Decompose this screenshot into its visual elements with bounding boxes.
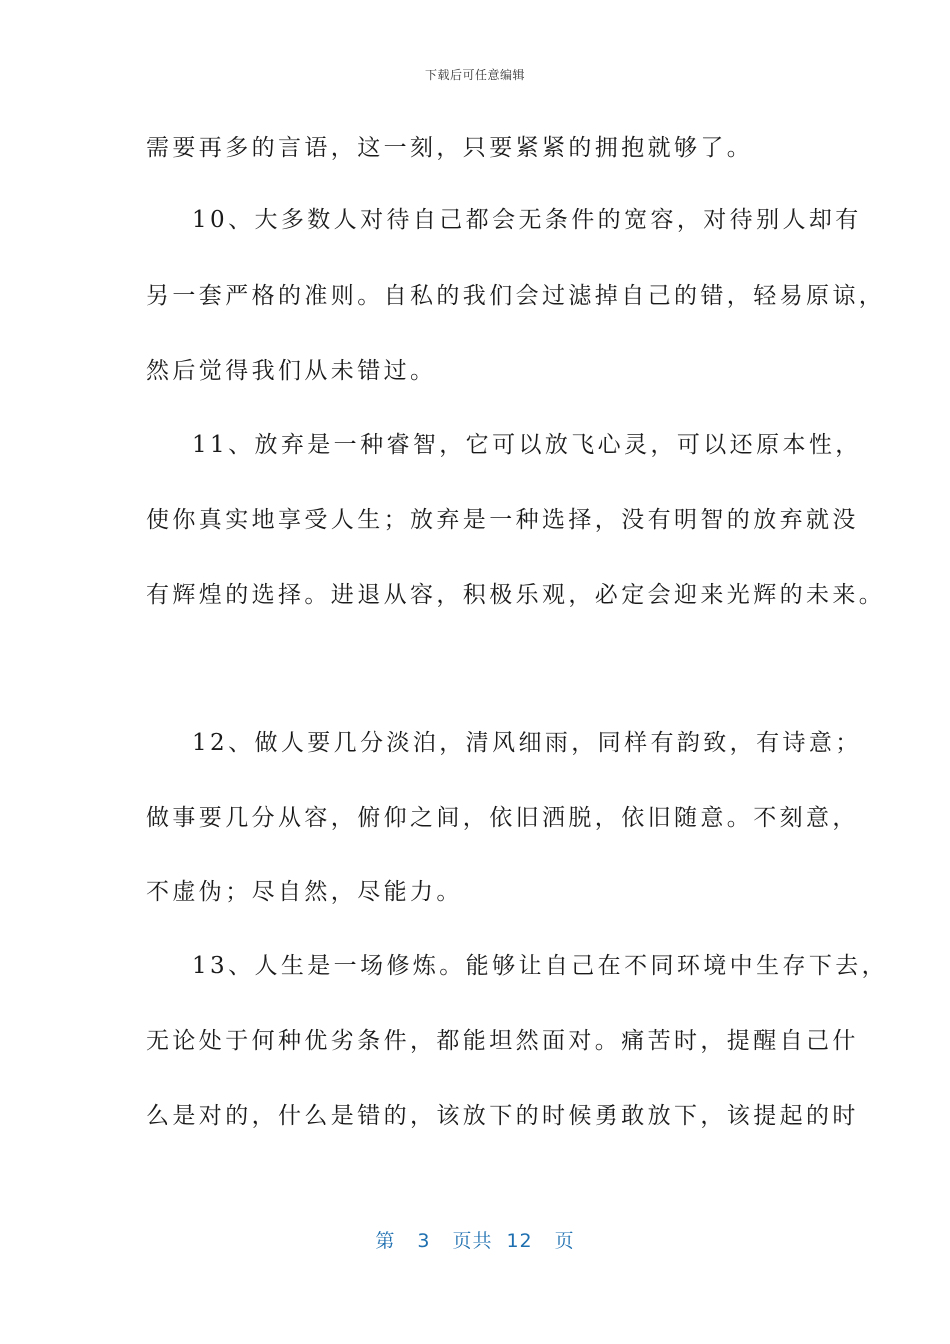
page-footer (0, 1226, 950, 1253)
text-line-8: 12、做人要几分淡泊，清风细雨，同样有韵致，有诗意； (192, 730, 862, 756)
text-line-6: 使你真实地享受人生；放弃是一种选择，没有明智的放弃就没 (146, 507, 859, 533)
footer-suffix: 页 (554, 1230, 575, 1252)
page-header: 下载后可任意编辑 (424, 68, 525, 82)
text-line-4: 然后觉得我们从未错过。 (146, 358, 437, 384)
text-line-12: 无论处于何种优劣条件，都能坦然面对。痛苦时，提醒自己什 (146, 1028, 859, 1054)
text-line-5: 11、放弃是一种睿智，它可以放飞心灵，可以还原本性， (192, 432, 862, 458)
text-line-13: 么是对的，什么是错的，该放下的时候勇敢放下，该提起的时 (146, 1103, 859, 1129)
text-line-7: 有辉煌的选择。进退从容，积极乐观，必定会迎来光辉的未来。 (146, 582, 886, 608)
footer-middle: 页共 (452, 1230, 493, 1252)
text-line-9: 做事要几分从容，俯仰之间，依旧洒脱，依旧随意。不刻意， (146, 805, 859, 831)
text-line-3: 另一套严格的准则。自私的我们会过滤掉自己的错，轻易原谅， (146, 283, 886, 309)
footer-current-page: 3 (417, 1230, 431, 1252)
text-line-10: 不虚伪；尽自然，尽能力。 (146, 879, 463, 905)
text-line-11: 13、人生是一场修炼。能够让自己在不同环境中生存下去， (192, 953, 889, 979)
text-line-1: 需要再多的言语，这一刻，只要紧紧的拥抱就够了。 (146, 135, 754, 161)
footer-prefix: 第 (375, 1230, 396, 1252)
text-line-2: 10、大多数人对待自己都会无条件的宽容，对待别人却有 (192, 207, 862, 233)
footer-total-pages: 12 (506, 1230, 533, 1252)
